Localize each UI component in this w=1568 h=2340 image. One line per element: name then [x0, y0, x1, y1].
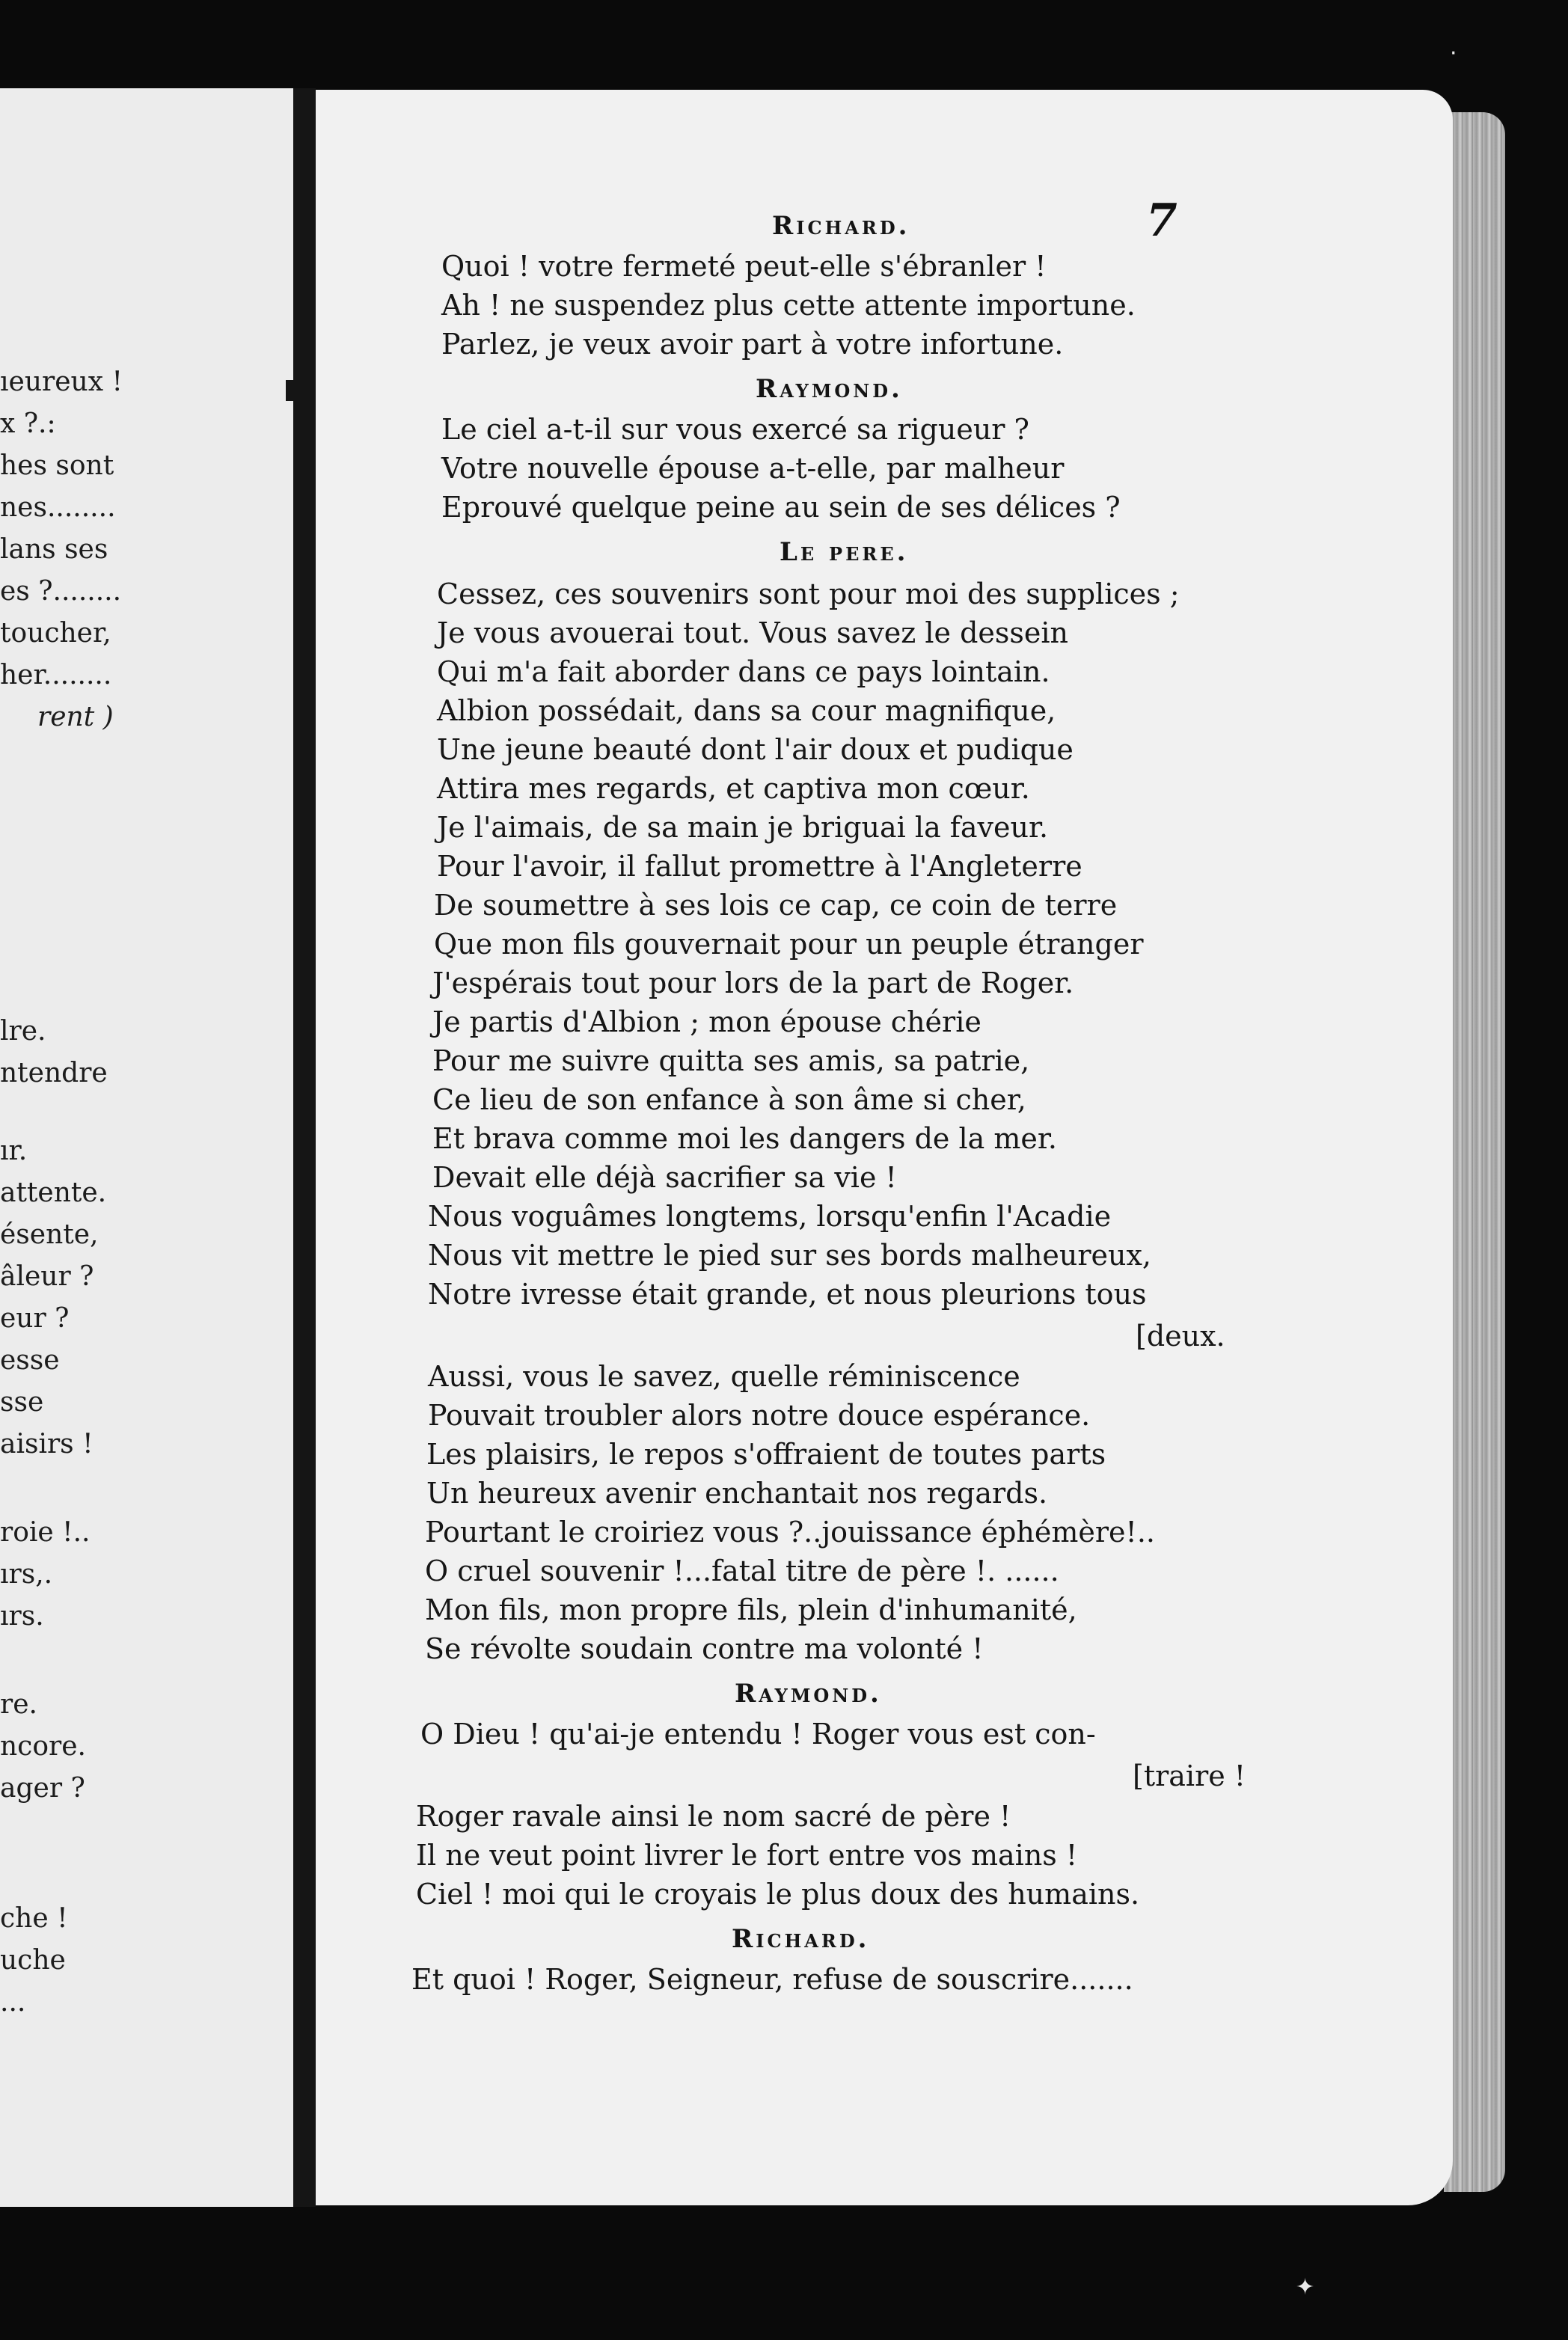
left-fragment: ırs.: [0, 1601, 44, 1632]
verse-line: J'espérais tout pour lors de la part de Roger.: [432, 967, 1074, 999]
verse-line: Pour l'avoir, il fallut promettre à l'Angleterre: [437, 850, 1082, 883]
verse-line: Ce lieu de son enfance à son âme si cher,: [432, 1083, 1026, 1116]
left-fragment: ntendre: [0, 1058, 108, 1088]
verse-line: Se révolte soudain contre ma volonté !: [425, 1632, 984, 1665]
left-fragment: nes........: [0, 492, 116, 523]
left-fragment: esse: [0, 1345, 60, 1376]
left-fragment: attente.: [0, 1177, 107, 1208]
left-page-text: [0, 88, 293, 2207]
verse-line: Il ne veut point livrer le fort entre vos mains !: [416, 1839, 1078, 1872]
left-fragment: hes sont: [0, 450, 114, 481]
left-fragment: lans ses: [0, 534, 108, 565]
left-fragment: ...: [0, 1987, 26, 2018]
verse-line: Parlez, je veux avoir part à votre infortune.: [441, 328, 1064, 361]
speaker-richard: Richard.: [772, 211, 910, 241]
speaker-richard: Richard.: [732, 1924, 870, 1954]
left-fragment: es ?........: [0, 576, 122, 607]
verse-line: Aussi, vous le savez, quelle réminiscence: [428, 1360, 1020, 1393]
verse-line-spill: [deux.: [1136, 1320, 1225, 1353]
verse-line: Nous voguâmes longtems, lorsqu'enfin l'Acadie: [428, 1200, 1112, 1233]
right-page: [316, 90, 1453, 2205]
verse-line: Ciel ! moi qui le croyais le plus doux des humains.: [416, 1878, 1140, 1911]
left-fragment: toucher,: [0, 618, 111, 649]
verse-line: Je l'aimais, de sa main je briguai la faveur.: [437, 811, 1049, 844]
scan-artifact: ·: [1450, 40, 1457, 67]
verse-line: O cruel souvenir !...fatal titre de père !. ......: [425, 1555, 1059, 1587]
verse-line: Je partis d'Albion ; mon épouse chérie: [432, 1005, 981, 1038]
verse-line: Nous vit mettre le pied sur ses bords malheureux,: [428, 1239, 1152, 1272]
verse-line: Mon fils, mon propre fils, plein d'inhumanité,: [425, 1593, 1077, 1626]
binding-tab: [286, 380, 319, 401]
verse-line: Pouvait troubler alors notre douce espérance.: [428, 1399, 1091, 1432]
verse-line: Quoi ! votre fermeté peut-elle s'ébranler !: [441, 250, 1047, 283]
verse-line: Que mon fils gouvernait pour un peuple étranger: [434, 928, 1144, 961]
left-fragment: ırs,.: [0, 1559, 53, 1590]
left-fragment: âleur ?: [0, 1261, 94, 1292]
speaker-raymond: Raymond.: [756, 374, 903, 404]
verse-line-spill: [traire !: [1133, 1759, 1246, 1792]
verse-line: Et brava comme moi les dangers de la mer.: [432, 1122, 1057, 1155]
verse-line: De soumettre à ses lois ce cap, ce coin de terre: [434, 889, 1118, 922]
left-page-fragment: [0, 88, 293, 2207]
book-gutter: [293, 88, 316, 2207]
left-fragment: roie !..: [0, 1517, 91, 1548]
verse-line: Notre ivresse était grande, et nous pleurions tous: [428, 1278, 1147, 1311]
verse-line: Et quoi ! Roger, Seigneur, refuse de souscrire.......: [411, 1963, 1133, 1996]
verse-line: O Dieu ! qu'ai-je entendu ! Roger vous est con-: [420, 1718, 1096, 1751]
verse-line: Je vous avouerai tout. Vous savez le dessein: [437, 616, 1069, 649]
verse-line: Attira mes regards, et captiva mon cœur.: [437, 772, 1030, 805]
verse-line: Une jeune beauté dont l'air doux et pudique: [437, 733, 1074, 766]
verse-line: Albion possédait, dans sa cour magnifique,: [437, 694, 1056, 727]
verse-line: Ah ! ne suspendez plus cette attente importune.: [441, 289, 1136, 322]
left-fragment: re.: [0, 1689, 37, 1720]
left-fragment: her........: [0, 660, 112, 690]
left-fragment: sse: [0, 1387, 44, 1418]
verse-line: Un heureux avenir enchantait nos regards.: [426, 1477, 1048, 1510]
verse-line: Cessez, ces souvenirs sont pour moi des supplices ;: [437, 578, 1180, 610]
page-number: 7: [1146, 195, 1177, 247]
left-fragment: aisirs !: [0, 1429, 94, 1460]
verse-line: Eprouvé quelque peine au sein de ses délices ?: [441, 491, 1121, 524]
verse-line: Pourtant le croiriez vous ?..jouissance éphémère!..: [425, 1516, 1155, 1549]
left-fragment: uche: [0, 1945, 66, 1976]
left-fragment: ncore.: [0, 1731, 86, 1762]
speaker-le-pere: Le pere.: [780, 537, 909, 567]
left-fragment: x ?.:: [0, 408, 56, 439]
page-edges: [1444, 112, 1505, 2192]
verse-line: Les plaisirs, le repos s'offraient de toutes parts: [426, 1438, 1106, 1471]
left-fragment: ır.: [0, 1136, 28, 1166]
left-fragment: eur ?: [0, 1303, 70, 1334]
left-fragment: lre.: [0, 1016, 46, 1047]
left-fragment: ıeureux !: [0, 367, 123, 397]
left-fragment: ésente,: [0, 1219, 99, 1250]
verse-line: Le ciel a-t-il sur vous exercé sa rigueur ?: [441, 413, 1029, 446]
verse-line: Roger ravale ainsi le nom sacré de père !: [416, 1800, 1011, 1833]
scan-artifact: ✦: [1296, 2274, 1315, 2300]
verse-line: Qui m'a fait aborder dans ce pays lointain.: [437, 655, 1050, 688]
left-fragment: che !: [0, 1903, 68, 1934]
verse-line: Devait elle déjà sacrifier sa vie !: [432, 1161, 897, 1194]
left-fragment: ager ?: [0, 1773, 85, 1804]
left-fragment: rent ): [37, 702, 114, 732]
speaker-raymond: Raymond.: [735, 1679, 882, 1709]
verse-line: Pour me suivre quitta ses amis, sa patrie,: [432, 1044, 1030, 1077]
verse-line: Votre nouvelle épouse a-t-elle, par malheur: [441, 452, 1065, 485]
